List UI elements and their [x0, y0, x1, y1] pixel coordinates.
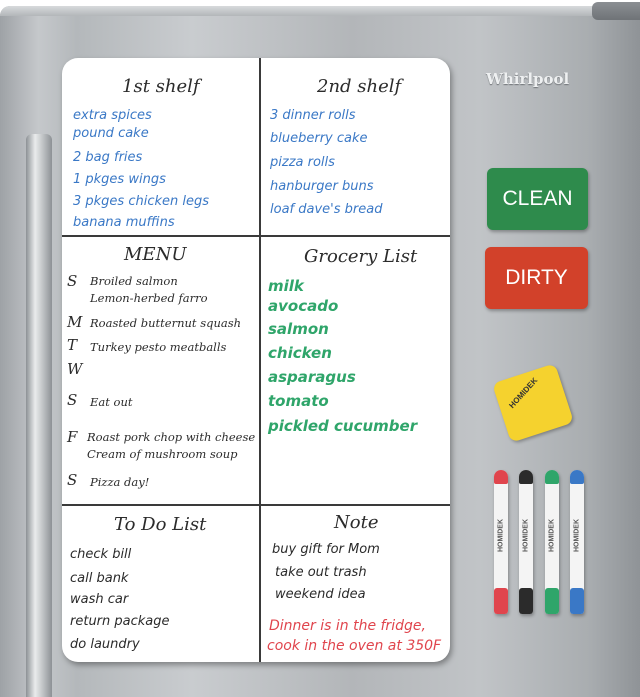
- marker-tail: [494, 588, 508, 614]
- note-title: Note: [334, 512, 379, 533]
- menu-day: F: [67, 428, 78, 446]
- fridge-hinge: [592, 2, 640, 20]
- todo-item: call bank: [70, 571, 129, 586]
- marker-label: HOMIDEK: [522, 518, 530, 553]
- grocery-item: asparagus: [268, 368, 356, 386]
- clean-magnet[interactable]: CLEAN: [487, 168, 588, 230]
- marker-cap: [519, 470, 533, 484]
- menu-dish: Pizza day!: [90, 475, 150, 489]
- marker-tail: [570, 588, 584, 614]
- note-item: weekend idea: [275, 587, 366, 602]
- divider-vertical: [259, 58, 261, 662]
- menu-day: W: [67, 360, 83, 378]
- shelf2-item: hanburger buns: [270, 179, 374, 194]
- menu-dish: Broiled salmon: [90, 274, 178, 288]
- menu-day: S: [67, 471, 78, 489]
- marker-red[interactable]: [494, 470, 508, 614]
- menu-day: T: [67, 336, 78, 354]
- divider-horizontal-top: [62, 235, 450, 237]
- note-red-line: cook in the oven at 350F: [267, 638, 442, 654]
- grocery-item: avocado: [268, 297, 339, 315]
- shelf1-title: 1st shelf: [122, 76, 200, 97]
- shelf1-item: extra spices: [73, 108, 152, 123]
- marker-label: HOMIDEK: [548, 518, 556, 553]
- whiteboard: [62, 58, 450, 662]
- menu-dish: Eat out: [90, 395, 133, 409]
- grocery-item: tomato: [268, 392, 329, 410]
- menu-dish: Roasted butternut squash: [90, 316, 242, 330]
- grocery-item: salmon: [268, 320, 329, 338]
- marker-label: HOMIDEK: [573, 518, 581, 553]
- brand-logo: Whirlpool: [486, 70, 570, 88]
- todo-title: To Do List: [114, 514, 207, 535]
- note-item: buy gift for Mom: [272, 542, 380, 557]
- grocery-item: pickled cucumber: [268, 417, 418, 435]
- dirty-magnet[interactable]: DIRTY: [485, 247, 588, 309]
- todo-item: do laundry: [70, 637, 140, 652]
- shelf1-item: pound cake: [73, 126, 149, 141]
- shelf1-item: 3 pkges chicken legs: [73, 194, 210, 209]
- shelf2-item: blueberry cake: [270, 131, 368, 146]
- menu-day: S: [67, 272, 78, 290]
- marker-tail: [545, 588, 559, 614]
- menu-dish: Turkey pesto meatballs: [90, 340, 227, 354]
- marker-black[interactable]: [519, 470, 533, 614]
- divider-horizontal-bottom: [62, 504, 450, 506]
- note-red-line: Dinner is in the fridge,: [269, 618, 426, 634]
- todo-item: return package: [70, 614, 170, 629]
- grocery-item: milk: [268, 277, 304, 295]
- todo-item: check bill: [70, 547, 132, 562]
- menu-dish: Cream of mushroom soup: [87, 447, 238, 461]
- marker-cap: [570, 470, 584, 484]
- shelf1-item: 2 bag fries: [73, 150, 143, 165]
- shelf1-item: banana muffins: [73, 215, 175, 230]
- menu-day: S: [67, 391, 78, 409]
- shelf2-title: 2nd shelf: [317, 76, 402, 97]
- shelf1-item: 1 pkges wings: [73, 172, 166, 187]
- shelf2-item: loaf dave's bread: [270, 202, 383, 217]
- marker-blue[interactable]: [570, 470, 584, 614]
- todo-item: wash car: [70, 592, 129, 607]
- menu-title: MENU: [124, 244, 187, 265]
- menu-day: M: [67, 313, 83, 331]
- marker-tail: [519, 588, 533, 614]
- marker-cap: [545, 470, 559, 484]
- shelf2-item: pizza rolls: [270, 155, 335, 170]
- note-item: take out trash: [275, 565, 367, 580]
- marker-green[interactable]: [545, 470, 559, 614]
- fridge-handle[interactable]: [26, 134, 52, 697]
- marker-cap: [494, 470, 508, 484]
- grocery-item: chicken: [268, 344, 332, 362]
- menu-dish: Roast pork chop with cheese: [87, 430, 256, 444]
- grocery-title: Grocery List: [304, 246, 418, 267]
- eraser-brand: HOMIDEK: [507, 375, 540, 411]
- shelf2-item: 3 dinner rolls: [270, 108, 356, 123]
- fridge-top-edge: [0, 6, 640, 16]
- menu-dish: Lemon-herbed farro: [90, 291, 208, 305]
- marker-label: HOMIDEK: [497, 518, 505, 553]
